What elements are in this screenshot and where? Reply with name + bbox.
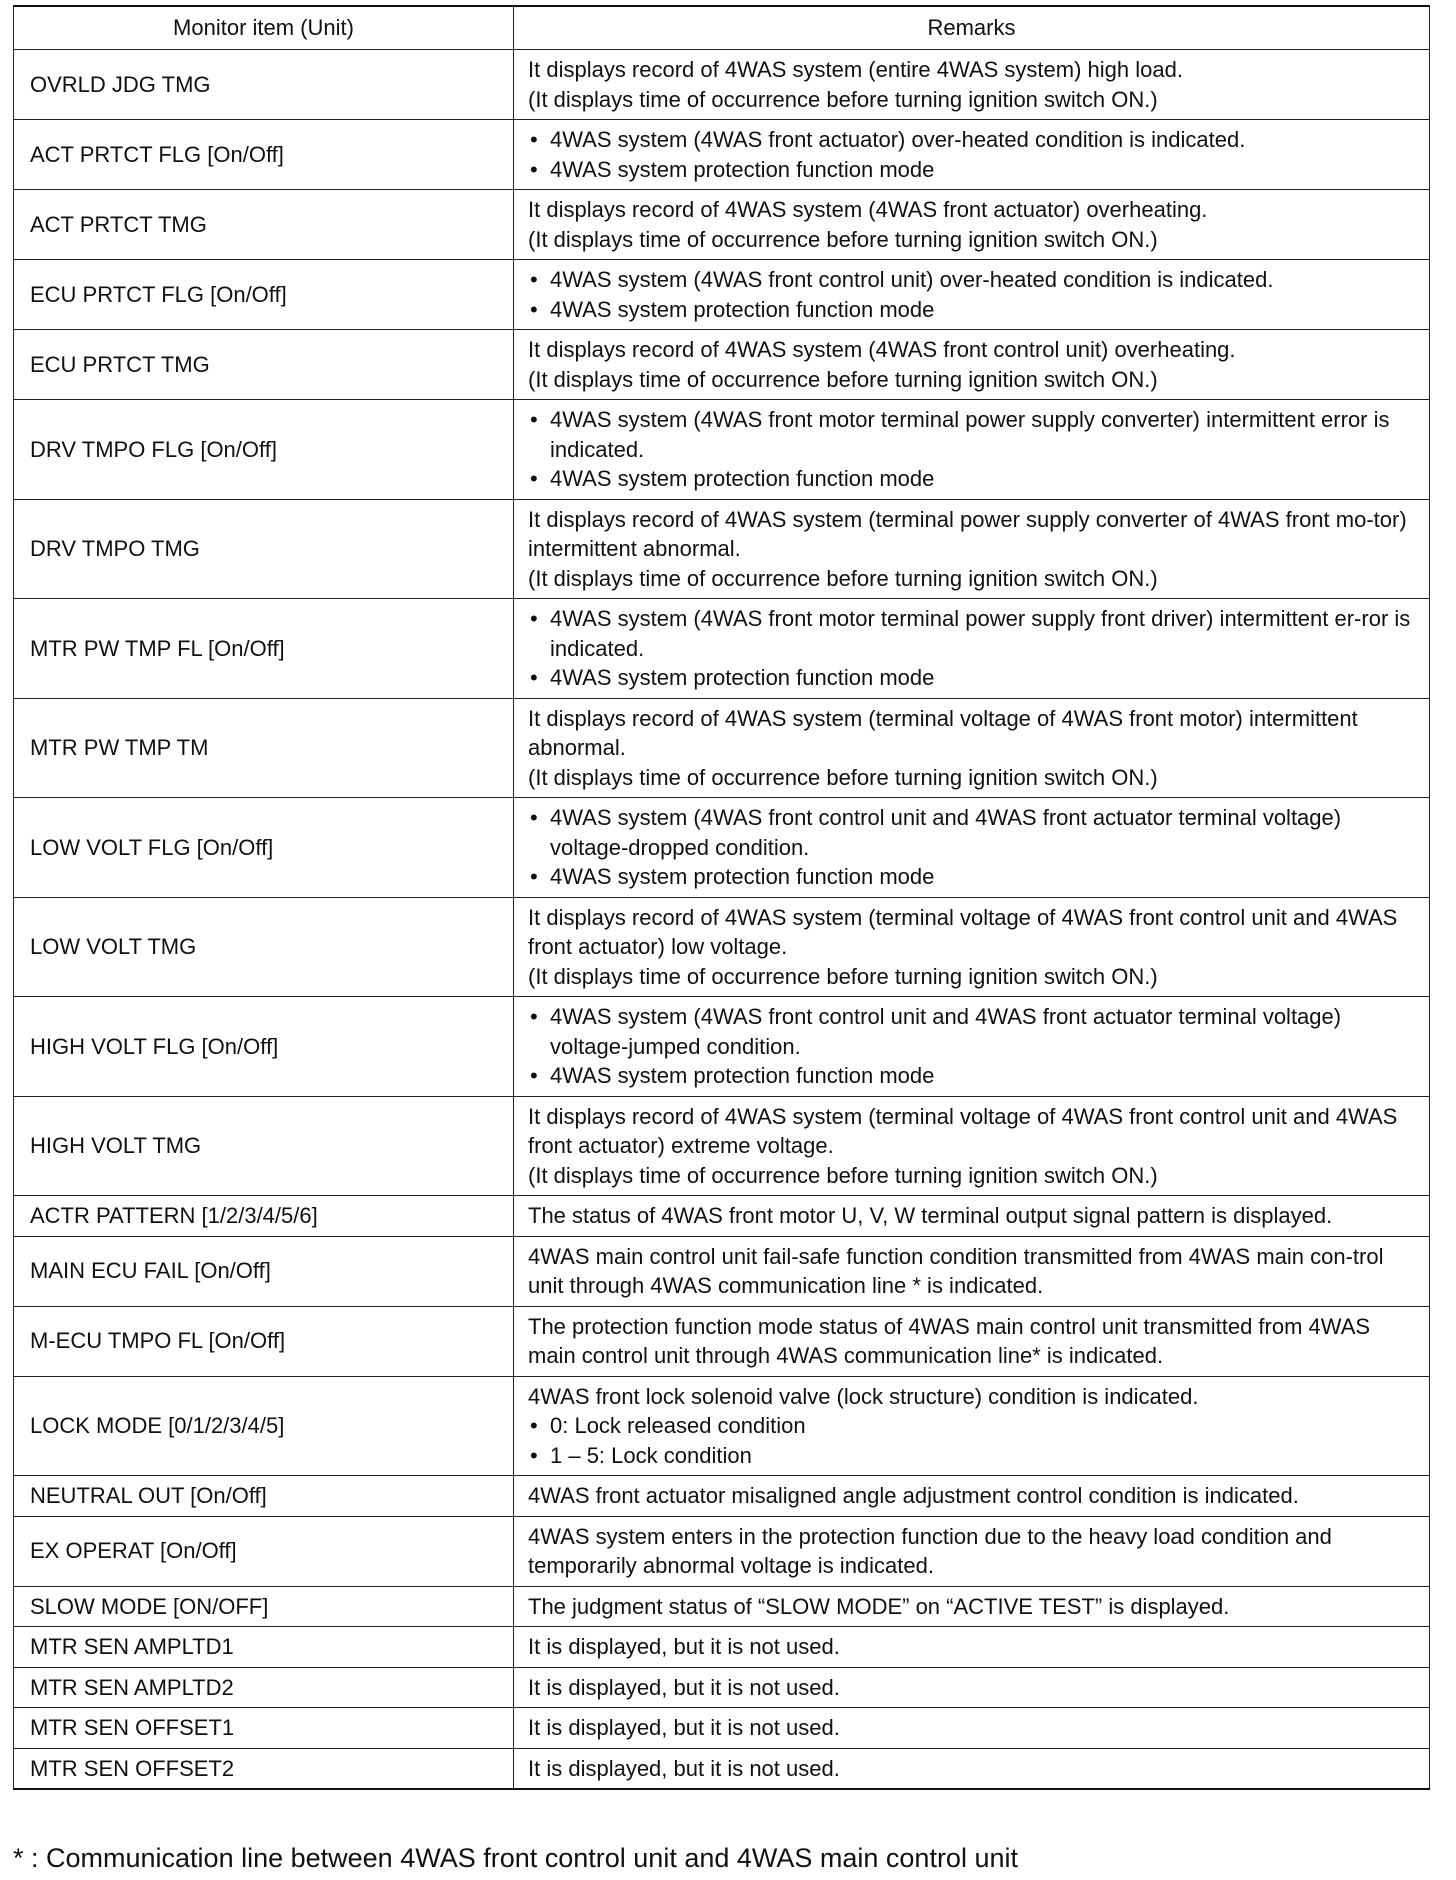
remarks-text: (It displays time of occurrence before turning ignition switch ON.) <box>528 366 1158 392</box>
remarks-bullet-text: 4WAS system (4WAS front control unit) over-heated condition is indicated. <box>550 267 1274 292</box>
monitor-item-cell: MAIN ECU FAIL [On/Off] <box>14 1236 514 1306</box>
remarks-text: (It displays time of occurrence before turning ignition switch ON.) <box>528 764 1158 790</box>
monitor-item-table-container <box>13 5 1429 1790</box>
remarks-cell <box>514 330 1430 400</box>
table-row <box>14 400 1430 500</box>
remarks-cell <box>514 1708 1430 1749</box>
remarks-bullet-item <box>528 604 1417 663</box>
remarks-bullet-text: 0: Lock released condition <box>550 1413 806 1438</box>
remarks-text: The judgment status of “SLOW MODE” on “ACTIVE TEST” is displayed. <box>528 1593 1230 1619</box>
remarks-text: It displays record of 4WAS system (entire 4WAS system) high load. <box>528 57 1183 82</box>
table-row <box>14 50 1430 120</box>
remarks-cell <box>514 50 1430 120</box>
remarks-text: It is displayed, but it is not used. <box>528 1715 840 1740</box>
remarks-bullet-text: 4WAS system protection function mode <box>550 665 935 690</box>
bullet-dot-icon: • <box>530 805 538 830</box>
table-row <box>14 1196 1430 1237</box>
remarks-cell <box>514 897 1430 997</box>
table-row <box>14 1376 1430 1476</box>
monitor-item-cell: ECU PRTCT FLG [On/Off] <box>14 260 514 330</box>
table-row <box>14 330 1430 400</box>
table-row <box>14 1586 1430 1627</box>
remarks-bullet-item <box>528 663 1417 693</box>
remarks-text: It is displayed, but it is not used. <box>528 1674 840 1700</box>
remarks-bullet-text: 1 – 5: Lock condition <box>550 1442 752 1468</box>
header-remarks: Remarks <box>514 6 1430 50</box>
table-row <box>14 798 1430 898</box>
remarks-cell <box>514 1586 1430 1627</box>
remarks-text: It displays record of 4WAS system (terminal power supply converter of 4WAS front mo-tor) intermittent abnormal. <box>528 506 1407 561</box>
remarks-bullet-item <box>528 1002 1417 1061</box>
remarks-bullet-item <box>528 405 1417 464</box>
table-row <box>14 260 1430 330</box>
monitor-item-cell: LOCK MODE [0/1/2/3/4/5] <box>14 1376 514 1476</box>
bullet-dot-icon: • <box>530 466 538 491</box>
remarks-text: (It displays time of occurrence before turning ignition switch ON.) <box>528 1162 1158 1188</box>
remarks-text: (It displays time of occurrence before turning ignition switch ON.) <box>528 86 1158 112</box>
table-header-row <box>14 6 1430 50</box>
remarks-bullet-item <box>528 1411 1417 1441</box>
bullet-dot-icon: • <box>530 127 538 152</box>
remarks-text: (It displays time of occurrence before turning ignition switch ON.) <box>528 226 1158 252</box>
monitor-item-cell: MTR PW TMP FL [On/Off] <box>14 599 514 699</box>
monitor-item-cell: DRV TMPO TMG <box>14 499 514 599</box>
bullet-dot-icon: • <box>530 606 538 631</box>
monitor-item-cell: EX OPERAT [On/Off] <box>14 1516 514 1586</box>
remarks-text: 4WAS system enters in the protection function due to the heavy load condition and temporarily abnormal voltage is indicated. <box>528 1523 1332 1578</box>
remarks-bullet-text: 4WAS system protection function mode <box>550 1063 935 1088</box>
remarks-text: 4WAS main control unit fail-safe function condition transmitted from 4WAS main con-trol unit through 4WAS communication line * is indicated. <box>528 1243 1384 1298</box>
remarks-cell <box>514 1376 1430 1476</box>
table-row <box>14 599 1430 699</box>
bullet-dot-icon: • <box>530 296 538 322</box>
remarks-text: The status of 4WAS front motor U, V, W terminal output signal pattern is displayed. <box>528 1203 1333 1228</box>
monitor-item-cell: MTR PW TMP TM <box>14 698 514 798</box>
bullet-dot-icon: • <box>530 1004 538 1029</box>
remarks-text: (It displays time of occurrence before turning ignition switch ON.) <box>528 565 1158 591</box>
remarks-bullet-text: 4WAS system (4WAS front motor terminal power supply front driver) intermittent er-ror is indicated. <box>550 606 1411 661</box>
monitor-item-cell: LOW VOLT FLG [On/Off] <box>14 798 514 898</box>
remarks-cell <box>514 499 1430 599</box>
remarks-cell <box>514 120 1430 190</box>
monitor-item-cell: LOW VOLT TMG <box>14 897 514 997</box>
monitor-item-cell: ACTR PATTERN [1/2/3/4/5/6] <box>14 1196 514 1237</box>
remarks-cell <box>514 798 1430 898</box>
remarks-cell <box>514 400 1430 500</box>
monitor-item-cell: HIGH VOLT FLG [On/Off] <box>14 997 514 1097</box>
remarks-bullet-text: 4WAS system protection function mode <box>550 296 935 322</box>
remarks-bullet-text: 4WAS system protection function mode <box>550 466 935 491</box>
bullet-dot-icon: • <box>530 1063 538 1088</box>
bullet-dot-icon: • <box>530 1413 538 1438</box>
table-row <box>14 1096 1430 1196</box>
monitor-item-cell: NEUTRAL OUT [On/Off] <box>14 1476 514 1517</box>
remarks-cell <box>514 1306 1430 1376</box>
remarks-cell <box>514 698 1430 798</box>
bullet-dot-icon: • <box>530 1442 538 1468</box>
remarks-cell <box>514 1196 1430 1237</box>
table-row <box>14 1627 1430 1668</box>
remarks-cell <box>514 1096 1430 1196</box>
remarks-cell <box>514 1667 1430 1708</box>
remarks-cell <box>514 1476 1430 1517</box>
table-row <box>14 1476 1430 1517</box>
remarks-cell <box>514 260 1430 330</box>
monitor-item-cell: ECU PRTCT TMG <box>14 330 514 400</box>
table-row <box>14 1667 1430 1708</box>
remarks-cell <box>514 997 1430 1097</box>
monitor-item-cell: HIGH VOLT TMG <box>14 1096 514 1196</box>
remarks-text: 4WAS front actuator misaligned angle adjustment control condition is indicated. <box>528 1483 1299 1508</box>
bullet-dot-icon: • <box>530 407 538 432</box>
remarks-text: It displays record of 4WAS system (terminal voltage of 4WAS front control unit and 4WAS front actuator) extreme voltage. <box>528 1103 1398 1158</box>
remarks-bullet-item <box>528 803 1417 862</box>
table-row <box>14 120 1430 190</box>
remarks-text: It displays record of 4WAS system (terminal voltage of 4WAS front motor) intermittent abnormal. <box>528 705 1358 760</box>
remarks-bullet-item <box>528 862 1417 892</box>
remarks-cell <box>514 1516 1430 1586</box>
remarks-cell <box>514 1236 1430 1306</box>
remarks-bullet-text: 4WAS system (4WAS front actuator) over-heated condition is indicated. <box>550 127 1246 152</box>
monitor-item-cell: MTR SEN OFFSET1 <box>14 1708 514 1749</box>
remarks-bullet-item <box>528 1441 1417 1471</box>
remarks-bullet-text: 4WAS system (4WAS front control unit and 4WAS front actuator terminal voltage) voltage-dropped condition. <box>550 805 1342 860</box>
table-row <box>14 698 1430 798</box>
footnote: * : Communication line between 4WAS front control unit and 4WAS main control unit <box>13 1843 1018 1873</box>
header-monitor-item: Monitor item (Unit) <box>14 6 514 50</box>
remarks-text: It displays record of 4WAS system (terminal voltage of 4WAS front control unit and 4WAS front actuator) low voltage. <box>528 904 1398 959</box>
remarks-text: It displays record of 4WAS system (4WAS front control unit) overheating. <box>528 337 1236 362</box>
table-row <box>14 897 1430 997</box>
remarks-cell <box>514 190 1430 260</box>
monitor-item-cell: MTR SEN AMPLTD2 <box>14 1667 514 1708</box>
table-row <box>14 1748 1430 1789</box>
table-row <box>14 1516 1430 1586</box>
remarks-bullet-item <box>528 265 1417 295</box>
remarks-bullet-item <box>528 125 1417 155</box>
remarks-bullet-text: 4WAS system (4WAS front motor terminal power supply converter) intermittent error is indicated. <box>550 407 1390 462</box>
remarks-text: It is displayed, but it is not used. <box>528 1755 840 1781</box>
remarks-bullet-text: 4WAS system protection function mode <box>550 156 935 182</box>
remarks-bullet-item <box>528 155 1417 185</box>
bullet-dot-icon: • <box>530 156 538 182</box>
bullet-dot-icon: • <box>530 267 538 292</box>
monitor-item-table <box>13 5 1430 1790</box>
remarks-cell <box>514 1627 1430 1668</box>
remarks-cell <box>514 599 1430 699</box>
table-row <box>14 1708 1430 1749</box>
monitor-item-cell: OVRLD JDG TMG <box>14 50 514 120</box>
monitor-item-cell: ACT PRTCT TMG <box>14 190 514 260</box>
table-row <box>14 1236 1430 1306</box>
remarks-bullet-item <box>528 295 1417 325</box>
remarks-bullet-text: 4WAS system (4WAS front control unit and 4WAS front actuator terminal voltage) voltage-jumped condition. <box>550 1004 1342 1059</box>
table-row <box>14 190 1430 260</box>
monitor-item-cell: M-ECU TMPO FL [On/Off] <box>14 1306 514 1376</box>
remarks-bullet-item <box>528 464 1417 494</box>
monitor-item-cell: SLOW MODE [ON/OFF] <box>14 1586 514 1627</box>
monitor-item-cell: ACT PRTCT FLG [On/Off] <box>14 120 514 190</box>
monitor-item-cell: MTR SEN OFFSET2 <box>14 1748 514 1789</box>
table-row <box>14 1306 1430 1376</box>
remarks-text: It displays record of 4WAS system (4WAS front actuator) overheating. <box>528 197 1208 222</box>
remarks-cell <box>514 1748 1430 1789</box>
monitor-item-cell: MTR SEN AMPLTD1 <box>14 1627 514 1668</box>
remarks-text: The protection function mode status of 4WAS main control unit transmitted from 4WAS main control unit through 4WAS communication line* is indicated. <box>528 1313 1371 1368</box>
table-body <box>14 50 1430 1790</box>
table-row <box>14 499 1430 599</box>
monitor-item-cell: DRV TMPO FLG [On/Off] <box>14 400 514 500</box>
remarks-text: (It displays time of occurrence before turning ignition switch ON.) <box>528 963 1158 989</box>
table-row <box>14 997 1430 1097</box>
bullet-dot-icon: • <box>530 665 538 690</box>
remarks-bullet-text: 4WAS system protection function mode <box>550 864 935 889</box>
remarks-text: It is displayed, but it is not used. <box>528 1634 840 1659</box>
remarks-text: 4WAS front lock solenoid valve (lock structure) condition is indicated. <box>528 1383 1199 1409</box>
bullet-dot-icon: • <box>530 864 538 889</box>
remarks-bullet-item <box>528 1061 1417 1091</box>
